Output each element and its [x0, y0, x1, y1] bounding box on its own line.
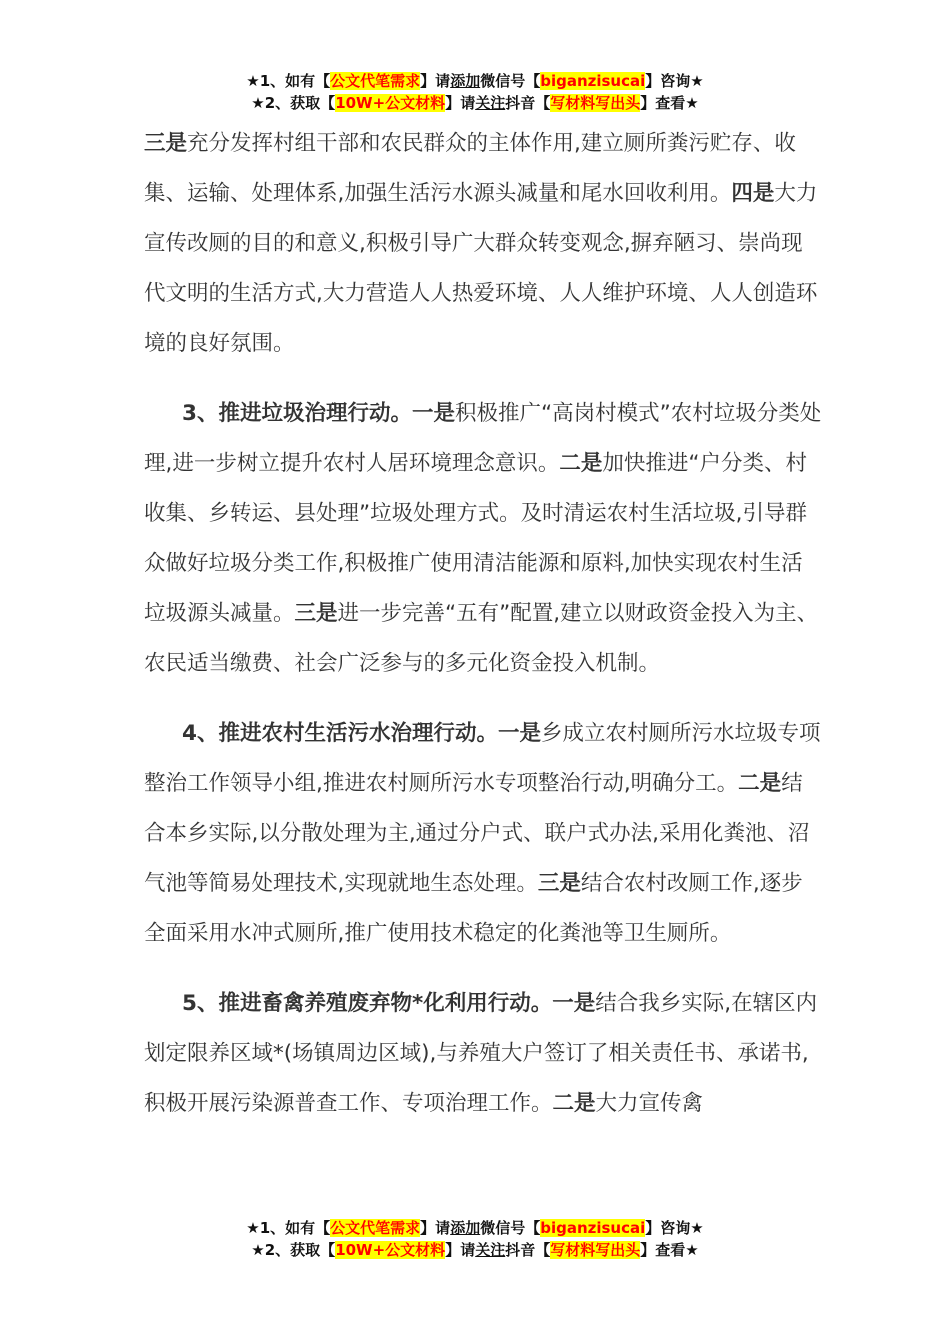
banner-text: 】请	[445, 1241, 476, 1259]
bold-marker: 二是	[559, 451, 603, 476]
banner-text: 】请	[445, 94, 476, 112]
banner-text: ★2、获取【	[251, 94, 336, 112]
banner-highlight: 公文代笔需求	[330, 72, 421, 90]
banner-text: 抖音【	[505, 94, 551, 112]
paragraph-text: 结合我乡实际,在辖区内划定限养区域*(场镇周边区域),与养殖大户签订了相关责任书、承诺书,积极开展污染源普查工作、专项治理工作。	[144, 991, 818, 1116]
paragraph-text: 加快推进“户分类、村收集、乡转运、县处理”垃圾处理方式。及时清运农村生活垃圾,引导群众做好垃圾分类工作,积极推广使用清洁能源和原料,加快实现农村生活垃圾源头减量。	[144, 451, 807, 626]
paragraph-text: 大力宣传改厕的目的和意义,积极引导广大群众转变观念,摒弃陋习、崇尚现代文明的生活方式,大力营造人人热爱环境、人人维护环境、人人创造环境的良好氛围。	[144, 181, 818, 356]
banner-highlight: 写材料写出头	[550, 1241, 641, 1259]
section-heading: 5、推进畜禽养殖废弃物*化利用行动。	[182, 991, 553, 1016]
banner-underlined: 关注	[475, 94, 506, 112]
paragraph-1	[144, 119, 824, 369]
banner-line-1	[0, 1217, 950, 1239]
banner-text: 】咨询★	[645, 72, 704, 90]
paragraph-text: 充分发挥村组干部和农民群众的主体作用,建立厕所粪污贮存、收集、运输、处理体系,加强生活污水源头减量和尾水回收利用。	[144, 131, 796, 206]
banner-text: ★2、获取【	[251, 1241, 336, 1259]
bold-marker: 二是	[552, 1091, 596, 1116]
bold-marker: 一是	[497, 721, 541, 746]
banner-line-1	[0, 70, 950, 92]
bold-marker: 一是	[411, 401, 455, 426]
banner-highlight: 10W+公文材料	[335, 1241, 446, 1259]
banner-text: ★1、如有【	[246, 72, 331, 90]
banner-highlight: 写材料写出头	[550, 94, 641, 112]
banner-text: 微信号【	[480, 72, 541, 90]
banner-line-2	[0, 92, 950, 114]
top-banner	[0, 70, 950, 114]
paragraph-3	[144, 709, 824, 959]
banner-text: 微信号【	[480, 1219, 541, 1237]
banner-highlight: biganzisucai	[540, 1219, 646, 1237]
banner-text: 】咨询★	[645, 1219, 704, 1237]
banner-text: 】请	[420, 1219, 451, 1237]
paragraph-2	[144, 389, 824, 689]
section-heading: 3、推进垃圾治理行动。	[182, 401, 412, 426]
banner-text: 抖音【	[505, 1241, 551, 1259]
banner-text: 】查看★	[640, 94, 699, 112]
bold-marker: 三是	[537, 871, 581, 896]
paragraph-text: 大力宣传禽	[595, 1091, 704, 1116]
paragraph-text: 结合农村改厕工作,逐步全面采用水冲式厕所,推广使用技术稳定的化粪池等卫生厕所。	[144, 871, 803, 946]
bold-marker: 四是	[731, 181, 775, 206]
banner-underlined: 添加	[450, 72, 481, 90]
paragraph-text: 结合本乡实际,以分散处理为主,通过分户式、联户式办法,采用化粪池、沼气池等简易处理技术,实现就地生态处理。	[144, 771, 810, 896]
paragraph-text: 积极推广“高岗村模式”农村垃圾分类处理,进一步树立提升农村人居环境理念意识。	[144, 401, 822, 476]
banner-text: 】查看★	[640, 1241, 699, 1259]
banner-highlight: 公文代笔需求	[330, 1219, 421, 1237]
banner-line-2	[0, 1239, 950, 1261]
document-body	[144, 119, 824, 1129]
banner-highlight: biganzisucai	[540, 72, 646, 90]
banner-underlined: 关注	[475, 1241, 506, 1259]
banner-text: 】请	[420, 72, 451, 90]
section-heading: 4、推进农村生活污水治理行动。	[182, 721, 498, 746]
bold-marker: 二是	[738, 771, 782, 796]
paragraph-text: 进一步完善“五有”配置,建立以财政资金投入为主、农民适当缴费、社会广泛参与的多元化资金投入机制。	[144, 601, 819, 676]
banner-highlight: 10W+公文材料	[335, 94, 446, 112]
bold-marker: 三是	[294, 601, 338, 626]
banner-text: ★1、如有【	[246, 1219, 331, 1237]
banner-underlined: 添加	[450, 1219, 481, 1237]
paragraph-4	[144, 979, 824, 1129]
bold-marker: 三是	[144, 131, 188, 156]
paragraph-text: 乡成立农村厕所污水垃圾专项整治工作领导小组,推进农村厕所污水专项整治行动,明确分工。	[144, 721, 821, 796]
bold-marker: 一是	[552, 991, 596, 1016]
bottom-banner	[0, 1217, 950, 1261]
